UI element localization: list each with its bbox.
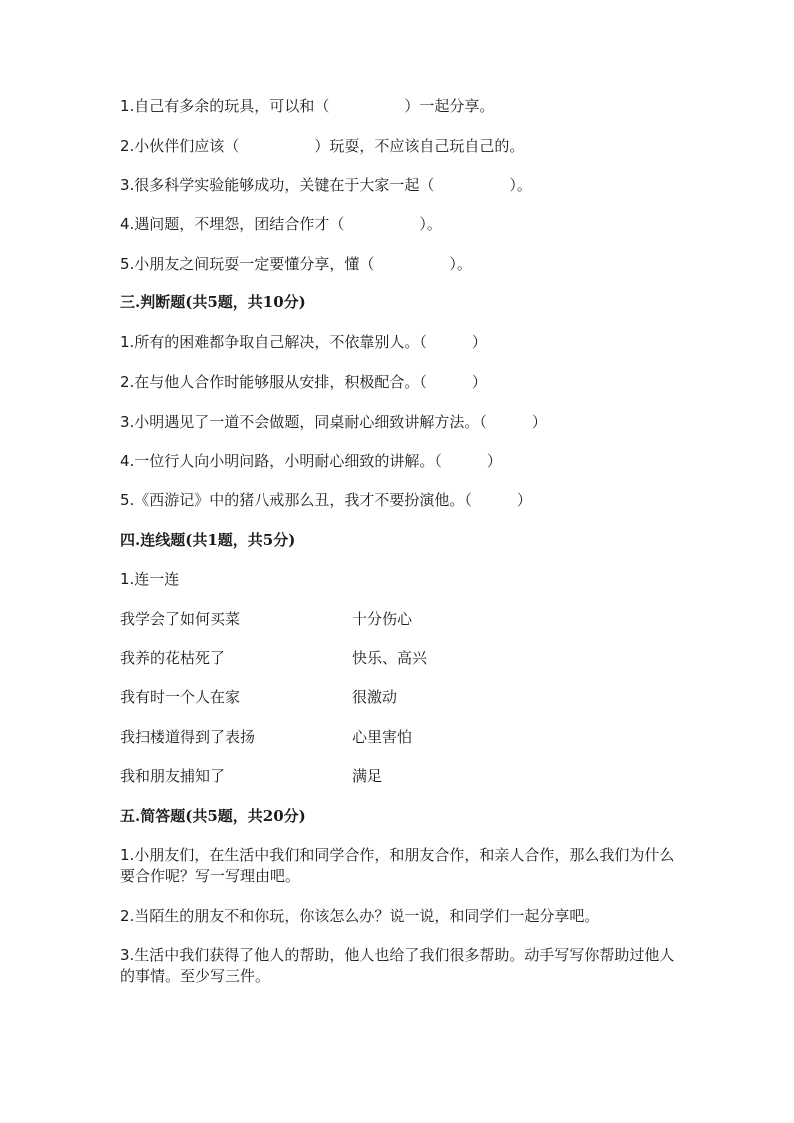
fill-blank-item: 2.小伙伴们应该（ ）玩耍，不应该自己玩自己的。 bbox=[120, 137, 525, 155]
true-false-item: 5.《西游记》中的猪八戒那么丑，我才不要扮演他。（ ） bbox=[120, 491, 532, 509]
matching-left-item: 我有时一个人在家 bbox=[120, 688, 241, 706]
short-answer-item: 3.生活中我们获得了他人的帮助，他人也给了我们很多帮助。动手写写你帮助过他人的事情。至少写三件。 bbox=[120, 946, 675, 985]
short-answer-item: 1.小朋友们，在生活中我们和同学合作，和朋友合作，和亲人合作，那么我们为什么要合作呢？写一写理由吧。 bbox=[120, 846, 675, 885]
matching-right-item: 满足 bbox=[352, 767, 383, 785]
matching-right-item: 快乐、高兴 bbox=[352, 649, 428, 667]
short-answer-item: 2.当陌生的朋友不和你玩，你该怎么办？说一说，和同学们一起分享吧。 bbox=[120, 907, 600, 925]
fill-blank-item: 1.自己有多余的玩具，可以和（ ）一起分享。 bbox=[120, 97, 495, 115]
section-3-heading: 三.判断题(共5题，共10分) bbox=[120, 293, 306, 311]
true-false-item: 1.所有的困难都争取自己解决，不依靠别人。（ ） bbox=[120, 333, 487, 351]
matching-right-item: 很激动 bbox=[352, 688, 398, 706]
fill-blank-item: 4.遇问题，不埋怨，团结合作才（ ）。 bbox=[120, 215, 442, 233]
true-false-item: 2.在与他人合作时能够服从安排，积极配合。（ ） bbox=[120, 373, 487, 391]
true-false-item: 4.一位行人向小明问路，小明耐心细致的讲解。（ ） bbox=[120, 452, 502, 470]
matching-left-item: 我养的花枯死了 bbox=[120, 649, 226, 667]
matching-right-item: 心里害怕 bbox=[352, 728, 413, 746]
fill-blank-item: 5.小朋友之间玩耍一定要懂分享，懂（ ）。 bbox=[120, 255, 472, 273]
fill-blank-item: 3.很多科学实验能够成功，关键在于大家一起（ ）。 bbox=[120, 176, 532, 194]
section-5-heading: 五.简答题(共5题，共20分) bbox=[120, 807, 306, 825]
matching-left-item: 我和朋友捕知了 bbox=[120, 767, 226, 785]
matching-question: 1.连一连 bbox=[120, 570, 180, 588]
matching-left-item: 我学会了如何买菜 bbox=[120, 610, 241, 628]
true-false-item: 3.小明遇见了一道不会做题，同桌耐心细致讲解方法。（ ） bbox=[120, 413, 547, 431]
matching-left-item: 我扫楼道得到了表扬 bbox=[120, 728, 256, 746]
section-4-heading: 四.连线题(共1题，共5分) bbox=[120, 531, 296, 549]
matching-right-item: 十分伤心 bbox=[352, 610, 413, 628]
